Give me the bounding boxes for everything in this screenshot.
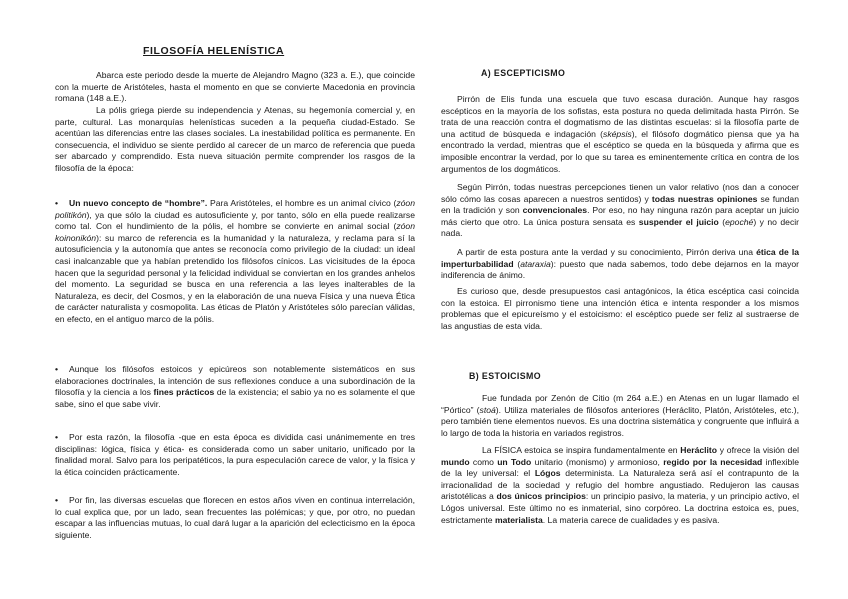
bullet-icon: •: [55, 495, 59, 505]
bullet-eclecticismo: • Por fin, las diversas escuelas que florecen en estos años viven en continua interrelación, lo cual explica que, por un lado, sean frecuentes las polémicas; y que, por otro, no puedan escapar a las influencias mutuas, lo cual dará lugar a la aparición del eclecticismo en la época siguiente.: [55, 495, 415, 540]
escepticismo-paragraph-2: Según Pirrón, todas nuestras percepciones tienen un valor relativo (nos dan a conocer sólo cómo las cosas aparecen a nuestros sentidos) y todas nuestras opiniones se fundan en la tradición y son convencionales. Por eso, no hay ninguna razón para aceptar un juicio más cierto que otro. La única postura sensata es suspender el juicio (epoché) y no decir nada.: [441, 182, 800, 239]
escepticismo-paragraph-3: A partir de esta postura ante la verdad y su conocimiento, Pirrón deriva una ética de la imperturbabilidad (ataraxia): puesto que nada sabemos, todo debe dejarnos en la mayor indiferencia de ánimo.: [441, 247, 800, 281]
heading-escepticismo: A) ESCEPTICISMO: [481, 68, 566, 78]
intro-paragraph-1: Abarca este periodo desde la muerte de Alejandro Magno (323 a. E.), que coincide con la muerte de Aristóteles, hasta el momento en que se convierte Macedonia en provincia romana (148 a.E.).: [55, 70, 415, 104]
bold-text: Un nuevo concepto de “hombre”.: [69, 198, 208, 208]
bullet-icon: •: [55, 432, 59, 442]
estoicismo-paragraph-2: La FÍSICA estoica se inspira fundamentalmente en Heráclito y ofrece la visión del mundo como un Todo unitario (monismo) y armonioso, regido por la necesidad inflexible de la ley universal: el Lógos determinista. La Naturaleza será así el contrapunto de la irracionalidad de la sociedad y refugio del hombre angustiado. Redujeron las causas aristotélicas a dos únicos principios: un principio pasivo, la materia, y un principio activo, el Lógos universal. Este último no es inmaterial, sino corpóreo. La doctrina estoica es, pues, estrictamente materialista. La materia carece de cualidades y es pasiva.: [441, 445, 800, 525]
intro-paragraph-2: La pólis griega pierde su independencia y Atenas, su hegemonía comercial y, en parte, cultural. Las monarquías helenísticas suceden a la pequeña ciudad-Estado. Se acentúan las diferencias entre las clases sociales. La inestabilidad política es permanente. En consecuencia, el individuo se siente perdido al carecer de un marco de referencia que pueda ser abarcado y comprendido. Esta nueva situación permite comprender los rasgos de la filosofía de la época:: [55, 105, 415, 173]
escepticismo-paragraph-4: Es curioso que, desde presupuestos casi antagónicos, la ética escéptica casi coincida con la estoica. El pirronismo tiene una intención ética e intenta responder a los mismos problemas que el epicureísmo y el estoicismo: el escéptico puede ser feliz al sustraerse de las angustias de esta vida.: [441, 286, 799, 331]
page-title: FILOSOFÍA HELENÍSTICA: [143, 45, 285, 57]
heading-estoicismo: B) ESTOICISMO: [469, 371, 541, 381]
bullet-saber-unitario: • Por esta razón, la filosofía -que en esta época es dividida casi unánimemente en tres disciplinas: lógica, física y ética- es considerada como un saber unitario, unificado por la finalidad moral. Salvo para los peripatéticos, la pura especulación carece de valor, y la física y la ética coinciden prácticamente.: [55, 432, 415, 477]
bullet-icon: •: [55, 364, 59, 374]
estoicismo-paragraph-1: Fue fundada por Zenón de Citio (m 264 a.E.) en Atenas en un lugar llamado el “Pórtico” (stoá). Utiliza materiales de filósofos anteriores (Heráclito, Platón, Aristóteles, etc.), pero también tiene elementos nuevos. Es una doctrina sistemática y congruente que influirá a lo largo de toda la historia en variados registros.: [441, 393, 799, 438]
escepticismo-paragraph-1: Pirrón de Elis funda una escuela que tuvo escasa duración. Aunque hay rasgos escépticos en la mayoría de los sofistas, esta postura no queda delimitada hasta Pirrón. Se trata de una reacción contra el dogmatismo de las distintas escuelas: si la filosofía parte de una actitud de búsqueda e indagación (sképsis), el filósofo dogmático piensa que ya ha encontrado la verdad, mientras que el escéptico se queda en la búsqueda y afirma que es imposible encontrar la verdad, por lo que su tarea es eminentemente crítica en contra de los argumentos de los dogmáticos.: [441, 94, 799, 174]
bullet-hombre: • Un nuevo concepto de “hombre”. Para Aristóteles, el hombre es un animal cívico (zóon politikón), ya que sólo la ciudad es autosuficiente y, por tanto, sólo en ella puede realizarse como tal. Con el hundimiento de la pólis, el hombre se convierte en animal social (zóon koinonikón): su marco de referencia es la humanidad y la naturaleza, y reclama para sí la autosuficiencia y la autonomía que antes se reconocía como privilegio de la ciudad: un ideal casi inalcanzable que ya habían pretendido los filósofos cínicos. Las vicisitudes de la época hacen que la seguridad personal y la felicidad individual se conviertan en los grandes anhelos del momento. La seguridad se busca en una referencia a las leyes inalterables de la Naturaleza, es decir, del Cosmos, y en la elaboración de una nueva Física y una nueva Ética de carácter naturalista y cosmopolita. Las éticas de Platón y Aristóteles sólo parecían válidas, en efecto, en el antiguo marco de la pólis.: [55, 198, 415, 324]
bullet-icon: •: [55, 198, 59, 208]
bullet-fines-practicos: • Aunque los filósofos estoicos y epicúreos son notablemente sistemáticos en sus elaboraciones doctrinales, la intención de sus reflexiones conduce a una subordinación de la filosofía y la ciencia a los fines prácticos de la existencia; el sabio ya no es solamente el que sabe, sino el que sabe vivir.: [55, 364, 415, 409]
